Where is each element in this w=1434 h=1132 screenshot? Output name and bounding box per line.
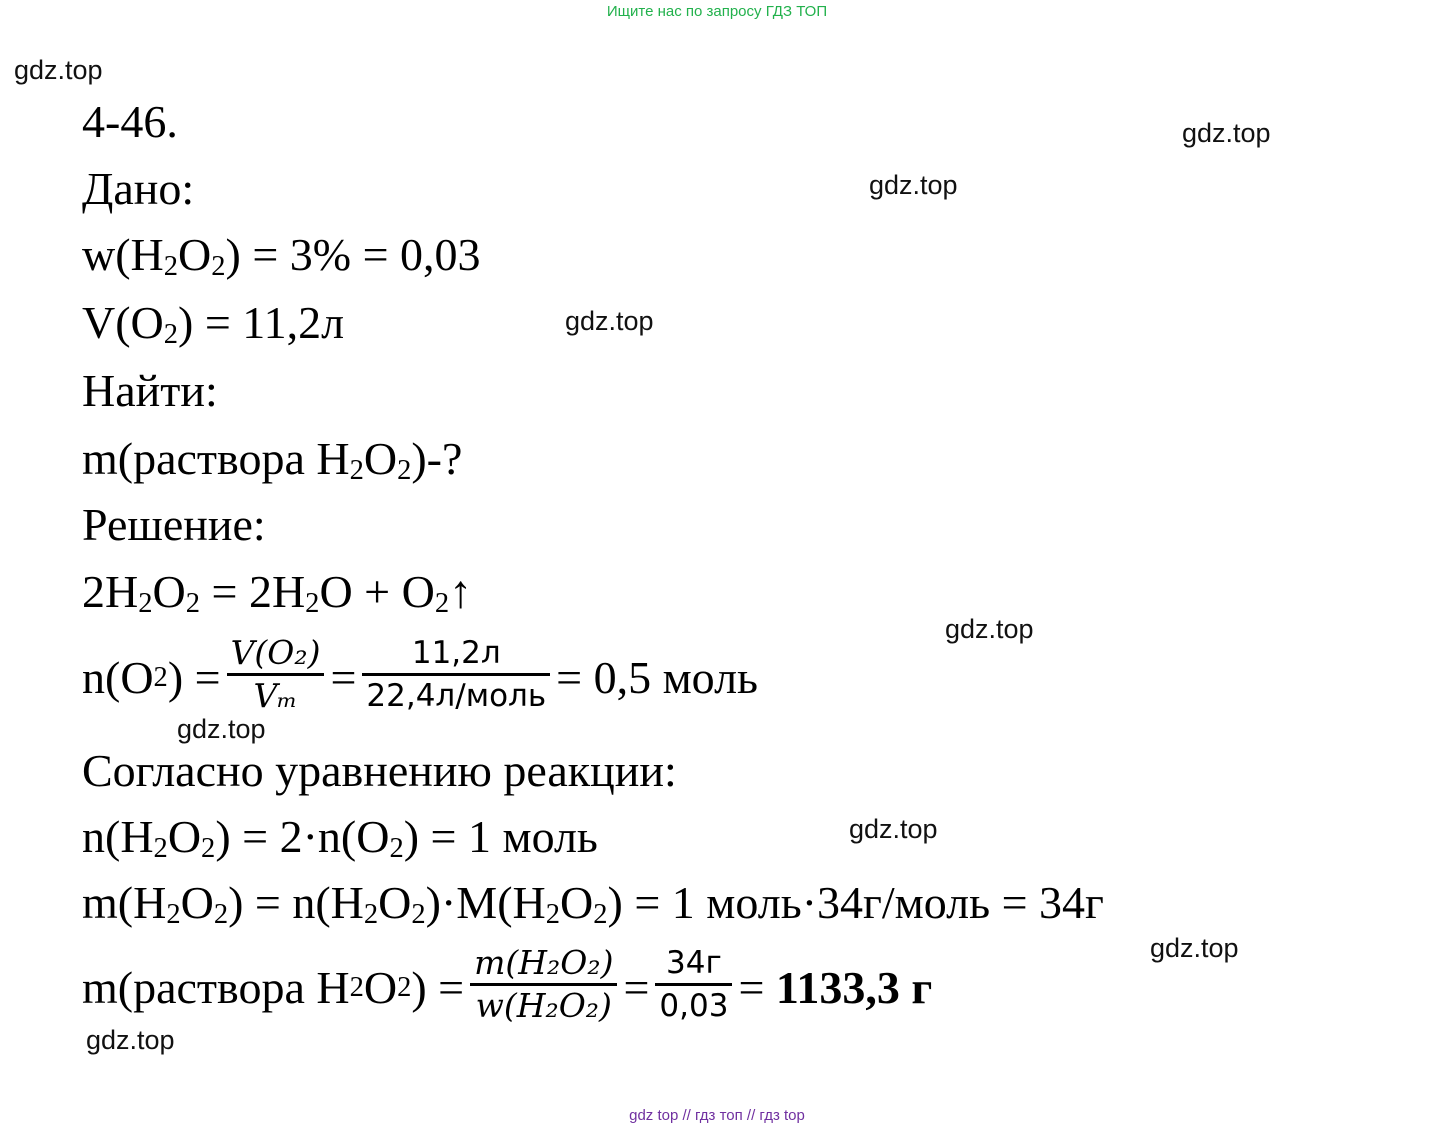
problem-number: 4-46. [82,96,178,147]
fraction-volume-values: $\frac{11,2л}{\text{22,4л/моль}}$ [362,633,550,716]
solution-label: Решение: [82,499,266,550]
watermark: gdz.top [1150,933,1239,963]
fraction-mass-over-fraction: $\frac{\text{m(H₂O₂)}}{\text{w(H₂O₂)}}$ [470,943,617,1026]
watermark: gdz.top [14,55,103,85]
footer-text: gdz top // гдз топ // гдз top [629,1107,805,1124]
reaction-equation: $2H_2O_2 = 2H_2O$ + $O_2↑$ [82,566,473,620]
fraction-v-over-vm: $\frac{\text{V(O₂)}}{\text{Vₘ}}$ [227,633,325,716]
watermark: gdz.top [869,170,958,200]
top-banner: Ищите нас по запросу ГДЗ ТОП [606,3,828,20]
watermark: gdz.top [177,714,266,744]
m-solution-formula: m(раствора H 2 O 2 ) = $\frac{\text{m(H₂O₂)}}{\text{w(H₂O₂)}}$ = $\frac{34г}{0,03}$ = 1133,3 г [82,942,933,1025]
watermark: gdz.top [945,614,1034,644]
m-h2o2-formula: $m(H_2O_2) = n(H_2O_2)\cdot M(H_2O_2) = 1$ моль·34г/моль = 34г [82,877,1104,931]
fraction-mass-values: $\frac{34г}{0,03}$ [655,943,732,1026]
given-mass-fraction: $w(H_2O_2) = 3\% = 0,03$ [82,229,481,283]
find-item: m(раствора $H_2O_2)-$? [82,433,463,487]
n-h2o2-formula: $n(H_2O_2) = 2\cdot n(O_2) = 1$ моль [82,811,598,865]
watermark: gdz.top [86,1025,175,1055]
according-label: Согласно уравнению реакции: [82,745,677,796]
given-label: Дано: [82,163,195,214]
watermark: gdz.top [849,814,938,844]
given-volume: $V(O_2) = 11,2л$ [82,297,345,351]
final-answer: 1133,3 г [775,962,933,1013]
watermark: gdz.top [565,306,654,336]
watermark: gdz.top [1182,118,1271,148]
n-o2-formula: n(O 2 ) = $\frac{\text{V(O₂)}}{\text{Vₘ}}$ = $\frac{11,2л}{\text{22,4л/моль}}$ = 0,5 моль [82,632,759,715]
find-label: Найти: [82,365,218,416]
